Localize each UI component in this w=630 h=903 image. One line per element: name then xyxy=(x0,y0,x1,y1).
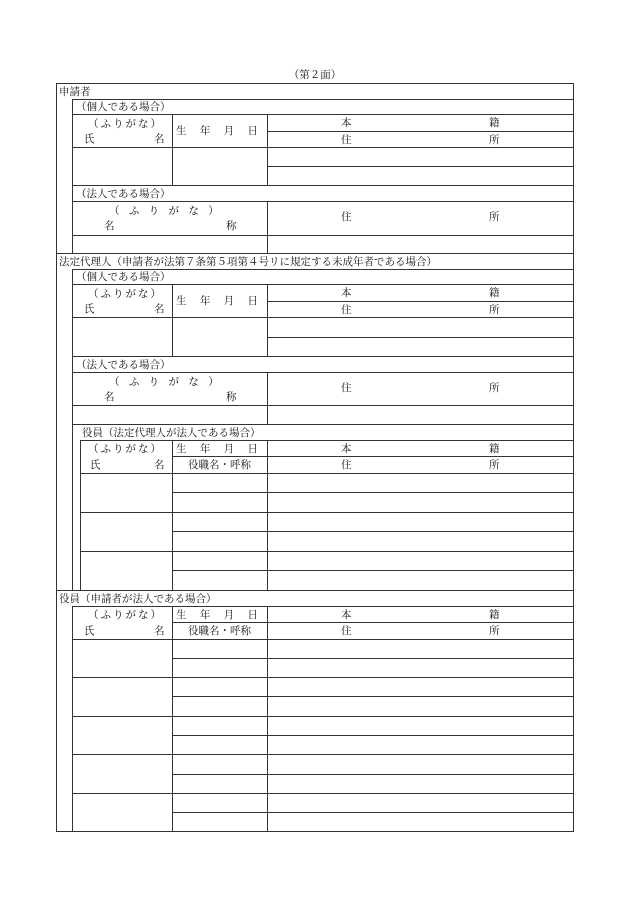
officers-name-label-1: 氏 xyxy=(84,625,95,637)
officers-furigana-label: （ふりがな） xyxy=(88,609,163,621)
officers-honseki-label-2: 籍 xyxy=(489,609,500,621)
applicant-furigana-label: （ふりがな） xyxy=(88,118,163,130)
legal-rep-officers-birth-label: 生 年 月 日 xyxy=(175,443,263,455)
legal-rep-name-label-1: 氏 xyxy=(84,303,95,315)
legal-rep-honseki-label-1: 本 xyxy=(341,287,352,299)
applicant-name-label-2: 名 xyxy=(154,133,165,145)
legal-rep-officers-furigana-label: （ふりがな） xyxy=(88,443,163,455)
legal-rep-title: 法定代理人（申請者が法第７条第５項第４号リに規定する未成年者である場合） xyxy=(59,256,437,268)
legal-rep-officers-position-label: 役職名・呼称 xyxy=(188,459,251,471)
legal-rep-address-label-2: 所 xyxy=(489,304,500,316)
applicant-address-label-1: 住 xyxy=(341,134,352,146)
legal-rep-birth-label: 生 年 月 日 xyxy=(175,295,263,307)
officers-honseki-label-1: 本 xyxy=(341,609,352,621)
officers-birth-label: 生 年 月 日 xyxy=(175,609,263,621)
applicant-corp-address-label-2: 所 xyxy=(489,211,500,223)
officers-name-label-2: 名 xyxy=(154,625,165,637)
legal-rep-officers-address-label-2: 所 xyxy=(489,459,500,471)
legal-rep-furigana-label: （ふりがな） xyxy=(88,288,163,300)
applicant-corp-furigana-label: （ ふ り が な ） xyxy=(109,205,222,217)
applicant-name-label-1: 氏 xyxy=(84,133,95,145)
applicant-honseki-label-1: 本 xyxy=(341,117,352,129)
applicant-individual-heading: （個人である場合） xyxy=(76,101,171,113)
officers-address-label-1: 住 xyxy=(341,625,352,637)
officers-title: 役員（申請者が法人である場合） xyxy=(59,593,217,605)
legal-rep-corp-address-label-1: 住 xyxy=(341,382,352,394)
legal-rep-officers-honseki-label-2: 籍 xyxy=(489,443,500,455)
legal-rep-corp-name-label-2: 称 xyxy=(226,391,237,403)
applicant-corp-address-label-1: 住 xyxy=(341,211,352,223)
page-number: （第２面） xyxy=(288,69,342,81)
applicant-corp-heading: （法人である場合） xyxy=(76,188,171,200)
legal-rep-name-label-2: 名 xyxy=(154,303,165,315)
applicant-corp-name-label-2: 称 xyxy=(226,220,237,232)
applicant-birth-label: 生 年 月 日 xyxy=(175,125,263,137)
legal-rep-honseki-label-2: 籍 xyxy=(489,287,500,299)
legal-rep-individual-heading: （個人である場合） xyxy=(76,271,171,283)
legal-rep-address-label-1: 住 xyxy=(341,304,352,316)
applicant-honseki-label-2: 籍 xyxy=(489,117,500,129)
legal-rep-corp-heading: （法人である場合） xyxy=(76,359,171,371)
legal-rep-corp-name-label-1: 名 xyxy=(104,391,115,403)
legal-rep-corp-furigana-label: （ ふ り が な ） xyxy=(109,376,222,388)
legal-rep-officers-address-label-1: 住 xyxy=(341,459,352,471)
applicant-address-label-2: 所 xyxy=(489,134,500,146)
legal-rep-corp-address-label-2: 所 xyxy=(489,382,500,394)
officers-address-label-2: 所 xyxy=(489,625,500,637)
officers-position-label: 役職名・呼称 xyxy=(188,625,251,637)
applicant-corp-name-label-1: 名 xyxy=(104,220,115,232)
legal-rep-officers-honseki-label-1: 本 xyxy=(341,443,352,455)
legal-rep-officers-heading: 役員（法定代理人が法人である場合） xyxy=(82,427,261,439)
legal-rep-officers-name-label-1: 氏 xyxy=(90,459,101,471)
applicant-title: 申請者 xyxy=(59,86,91,98)
legal-rep-officers-name-label-2: 名 xyxy=(154,459,165,471)
